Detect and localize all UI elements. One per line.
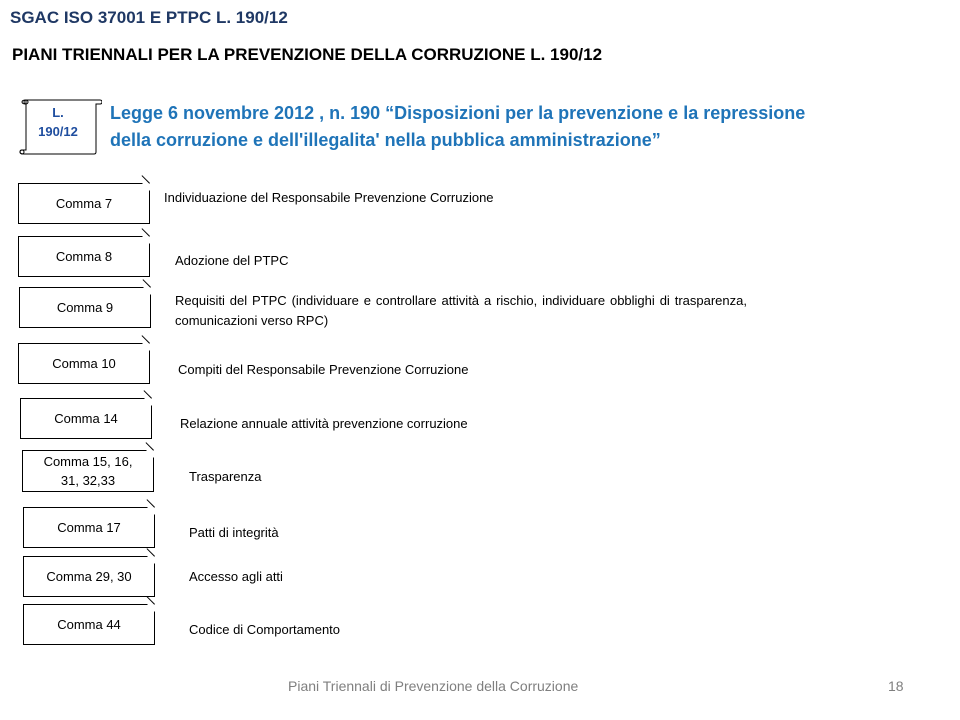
comma-description: Adozione del PTPC [175, 253, 289, 268]
comma-label: Comma 14 [54, 411, 118, 426]
comma-box [18, 343, 150, 384]
comma-box [20, 398, 152, 439]
comma-description: Individuazione del Responsabile Prevenzione Corruzione [164, 190, 494, 205]
comma-description: Relazione annuale attività prevenzione corruzione [180, 416, 468, 431]
comma-description: Requisiti del PTPC (individuare e controllare attività a rischio, individuare obblighi di trasparenza, comunicazioni verso RPC) [175, 293, 747, 328]
law-title-line1: Legge 6 novembre 2012 , n. 190 “Disposizioni per la prevenzione e la repressione [110, 103, 806, 123]
law-badge-line2: 190/12 [38, 124, 78, 139]
footer-text: Piani Triennali di Prevenzione della Corruzione [288, 678, 579, 694]
law-title [110, 100, 870, 154]
comma-box [19, 287, 151, 328]
comma-label: Comma 9 [56, 300, 114, 315]
comma-box [22, 450, 154, 492]
comma-label: Comma 7 [55, 196, 113, 211]
comma-box [23, 604, 155, 645]
page-number: 18 [888, 678, 904, 694]
law-badge [23, 103, 93, 141]
comma-label: Comma 44 [57, 617, 121, 632]
law-badge-line1: L. [52, 105, 64, 120]
comma-label: Comma 10 [52, 356, 116, 371]
comma-description: Accesso agli atti [189, 569, 283, 584]
header-title: SGAC ISO 37001 E PTPC L. 190/12 [10, 8, 288, 27]
comma-box [18, 183, 150, 224]
comma-box [23, 556, 155, 597]
comma-label: Comma 8 [55, 249, 113, 264]
comma-box [18, 236, 150, 277]
comma-label: Comma 17 [57, 520, 121, 535]
law-title-line2: della corruzione e dell'illegalita' nella pubblica amministrazione” [110, 130, 661, 150]
page-subtitle: PIANI TRIENNALI PER LA PREVENZIONE DELLA CORRUZIONE L. 190/12 [12, 45, 603, 64]
comma-box [23, 507, 155, 548]
comma-label: Comma 29, 30 [46, 569, 132, 584]
comma-description: Patti di integrità [189, 525, 279, 540]
comma-description: Compiti del Responsabile Prevenzione Corruzione [178, 362, 469, 377]
comma-description: Trasparenza [189, 469, 262, 484]
comma-description: Codice di Comportamento [189, 622, 341, 637]
comma-label: Comma 15, 16, 31, 32,33 [43, 454, 133, 488]
